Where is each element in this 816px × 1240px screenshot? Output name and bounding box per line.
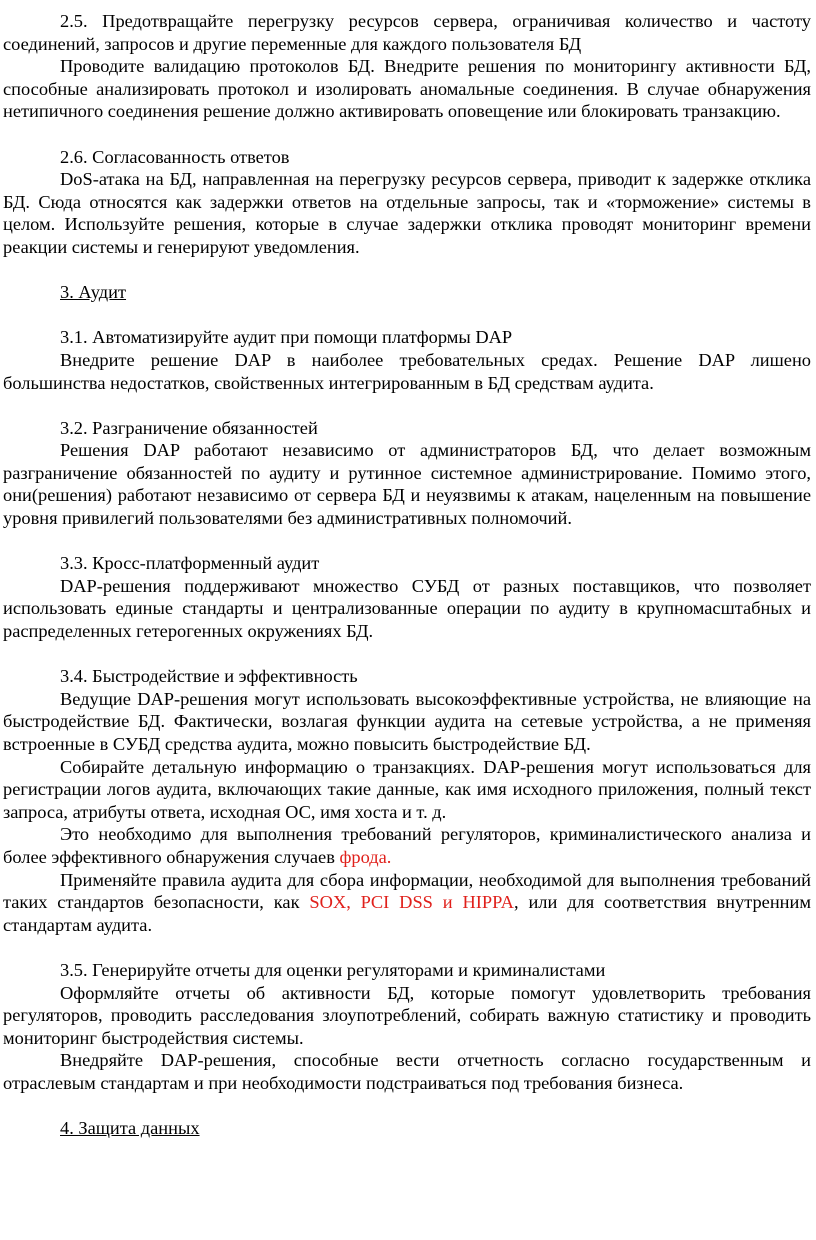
spacer <box>3 643 811 666</box>
spacer <box>3 1095 811 1118</box>
section-3-heading-text: 3. Аудит <box>60 282 127 303</box>
section-3-4-paragraph-4 <box>3 869 811 937</box>
section-2-6-heading: 2.6. Согласованность ответов <box>60 146 290 167</box>
section-2-5-paragraph-1: Проводите валидацию протоколов БД. Внедрите решения по мониторингу активности БД, способные анализировать протокол и изолировать аномальные соединения. В случае обнаружения нетипичного соединения решение должно активировать оповещение или блокировать транзакцию. <box>3 56 811 122</box>
section-3-1-heading: 3.1. Автоматизируйте аудит при помощи платформы DAP <box>60 327 513 348</box>
spacer <box>3 530 811 553</box>
section-3-5-heading: 3.5. Генерируйте отчеты для оценки регуляторами и криминалистами <box>60 959 606 980</box>
spacer <box>3 123 811 146</box>
section-3-1-paragraph-1: Внедрите решение DAP в наиболее требовательных средах. Решение DAP лишено большинства недостатков, свойственных интегрированным в БД средствам аудита. <box>3 349 811 393</box>
section-3-heading <box>3 281 811 304</box>
spacer <box>3 304 811 327</box>
section-4-heading <box>3 1117 811 1140</box>
section-3-4-paragraph-2: Собирайте детальную информацию о транзакциях. DAP-решения могут использоваться для регистрации логов аудита, включающих такие данные, как имя исходного приложения, полный текст запроса, атрибуты ответа, исходная ОС, имя хоста и т. д. <box>3 756 811 822</box>
section-3-2-heading: 3.2. Разграничение обязанностей <box>60 417 318 438</box>
section-2-5-heading: 2.5. Предотвращайте перегрузку ресурсов сервера, ограничивая количество и частоту соединений, запросов и другие переменные для каждого пользователя БД <box>3 11 811 54</box>
section-3-3-paragraph-1: DAP-решения поддерживают множество СУБД от разных поставщиков, что позволяет использовать единые стандарты и централизованные операции по аудиту в крупномасштабных и распределенных гетерогенных окружениях БД. <box>3 575 811 642</box>
section-3-3-heading: 3.3. Кросс-платформенный аудит <box>60 553 320 574</box>
section-3-4-paragraph-1: Ведущие DAP-решения могут использовать высокоэффективные устройства, не влияющие на быстродействие БД. Фактически, возлагая функции аудита на сетевые устройства, а не применяя встроенные в СУБД средства аудита, можно повысить быстродействие БД. <box>3 688 811 754</box>
spacer <box>3 394 811 417</box>
section-3-2-paragraph-1: Решения DAP работают независимо от администраторов БД, что делает возможным разграничение обязанностей по аудиту и рутинное системное администрирование. Помимо этого, они(решения) работают независимо от сервера БД и неуязвимы к атакам, нацеленным на повышение уровня привилегий пользователями без административных полномочий. <box>3 440 811 529</box>
section-3-5-paragraph-1: Оформляйте отчеты об активности БД, которые помогут удовлетворить требования регуляторов, проводить расследования злоупотреблений, собирать важную статистику и проводить мониторинг быстродействия системы. <box>3 982 811 1048</box>
spacer <box>3 936 811 959</box>
section-3-4-heading: 3.4. Быстродействие и эффективность <box>60 666 358 687</box>
section-2-6-paragraph-1: DoS-атака на БД, направленная на перегрузку ресурсов сервера, приводит к задержке отклика БД. Сюда относятся как задержки ответов на отдельные запросы, так и «торможение» системы в целом. Используйте решения, которые в случае задержки отклика проводят мониторинг времени реакции системы и генерируют уведомления. <box>3 169 811 257</box>
section-4-heading-text: 4. Защита данных <box>60 1118 200 1139</box>
section-3-5-paragraph-2: Внедряйте DAP-решения, способные вести отчетность согласно государственным и отраслевым стандартам и при необходимости подстраиваться под требования бизнеса. <box>3 1050 811 1093</box>
standards-link[interactable]: SOX, PCI DSS и HIPPA <box>309 892 514 913</box>
fraud-link[interactable]: фрода. <box>339 846 392 867</box>
paragraph-4-text: Применяйте правила аудита для сбора информации, необходимой для выполнения требований таких стандартов безопасности, как <box>3 869 811 913</box>
spacer <box>3 259 811 282</box>
paragraph-3-text: Это необходимо для выполнения требований регуляторов, криминалистического анализа и более эффективного обнаружения случаев <box>3 824 811 867</box>
section-3-4-paragraph-3 <box>3 823 811 868</box>
paragraph-4-tail: , или для соответствия внутренним стандартам аудита. <box>3 892 811 935</box>
